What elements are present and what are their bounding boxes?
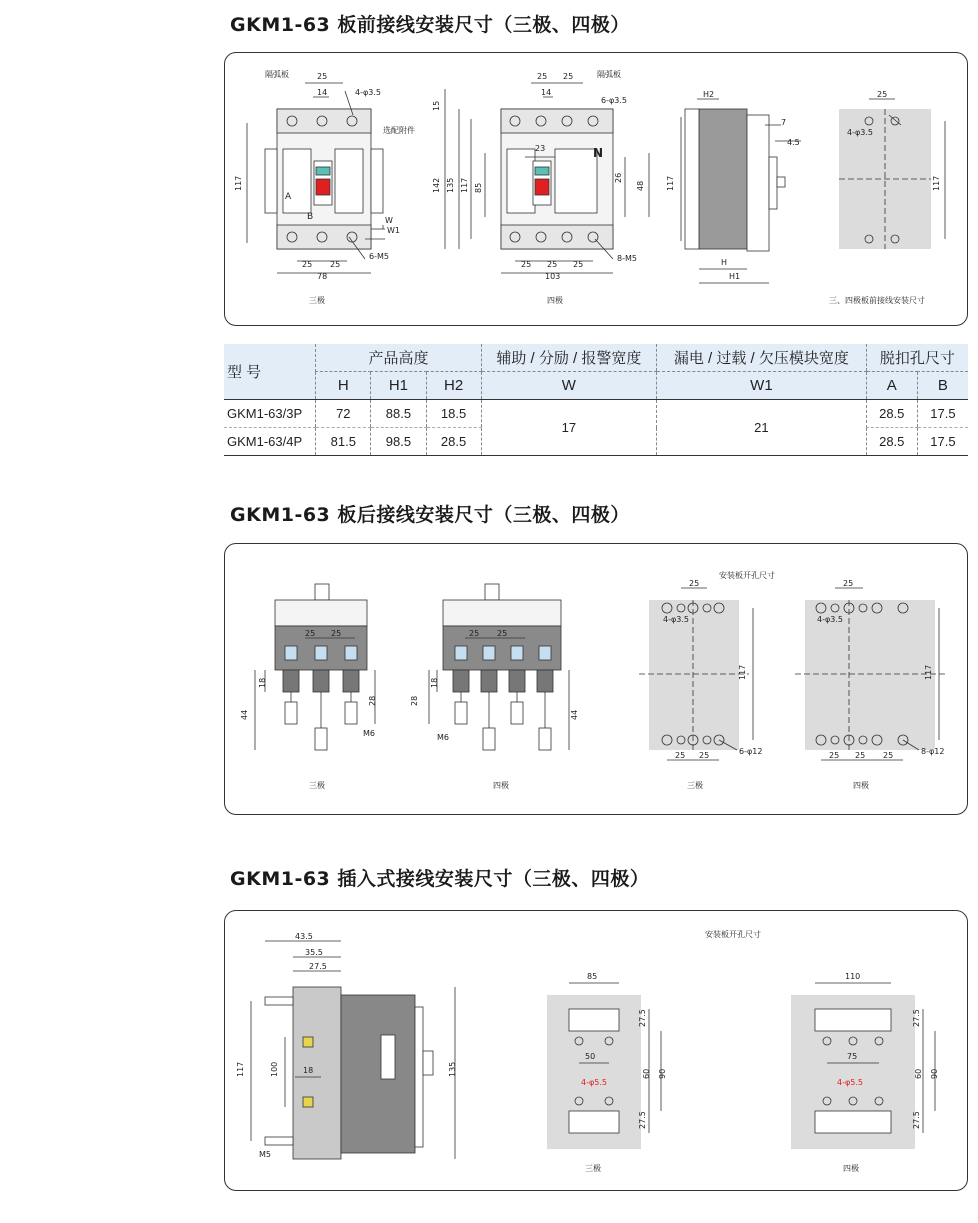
dim-pitch: 25 bbox=[855, 751, 866, 760]
dim-pitch: 25 bbox=[497, 629, 508, 638]
dim-18: 18 bbox=[303, 1066, 314, 1075]
dim-28: 28 bbox=[410, 695, 419, 706]
plugin-diagram bbox=[225, 911, 967, 1190]
dim-90: 90 bbox=[930, 1068, 939, 1079]
dim-48: 48 bbox=[636, 180, 645, 191]
dim-15: 15 bbox=[432, 100, 441, 111]
sub-H2: H2 bbox=[426, 372, 481, 400]
model-header: 型 号 bbox=[224, 344, 316, 400]
caption-4p: 四极 bbox=[547, 296, 563, 305]
section-title-front: GKM1-63 板前接线安装尺寸（三极、四极） bbox=[230, 14, 630, 36]
screws-3p: 6-M5 bbox=[369, 252, 389, 261]
sub-W: W bbox=[481, 372, 656, 400]
dim-pitch: 25 bbox=[573, 260, 584, 269]
screws-4p: 8-M5 bbox=[617, 254, 637, 263]
dim-pitch: 25 bbox=[330, 260, 341, 269]
holes-3p: 6-φ12 bbox=[739, 747, 763, 756]
dim-90: 90 bbox=[658, 1068, 667, 1079]
dim-117: 117 bbox=[932, 175, 941, 191]
dim-23: 23 bbox=[535, 144, 546, 153]
label-B: B bbox=[307, 212, 314, 222]
dim-pitch: 25 bbox=[331, 629, 342, 638]
holes-3p: 4-φ5.5 bbox=[581, 1078, 607, 1087]
aux-header: 辅助 / 分励 / 报警宽度 bbox=[481, 344, 656, 372]
dim-pitch: 25 bbox=[317, 72, 328, 81]
dim-28: 28 bbox=[368, 695, 377, 706]
table-row bbox=[224, 400, 968, 428]
a-cell: 28.5 bbox=[866, 400, 917, 428]
dim-27-5: 27.5 bbox=[638, 1111, 647, 1129]
width-3p: 78 bbox=[317, 272, 328, 281]
m5: M5 bbox=[259, 1150, 271, 1159]
dim-pitch: 25 bbox=[305, 629, 316, 638]
dim-142: 142 bbox=[432, 177, 441, 193]
holes-3p: 4-φ3.5 bbox=[355, 88, 381, 97]
sub-H: H bbox=[316, 372, 371, 400]
dim-117: 117 bbox=[924, 664, 933, 680]
dim-18: 18 bbox=[430, 677, 439, 688]
sub-H1: H1 bbox=[371, 372, 426, 400]
label-arc-plate-3p: 隔弧板 bbox=[265, 70, 289, 79]
sub-A: A bbox=[866, 372, 917, 400]
dim-27-5: 27.5 bbox=[309, 962, 327, 971]
label-N: N bbox=[593, 146, 604, 160]
width-85: 85 bbox=[587, 972, 598, 981]
label-W1: W1 bbox=[387, 226, 400, 235]
dim-pitch: 25 bbox=[521, 260, 532, 269]
model-cell: GKM1-63/4P bbox=[224, 428, 316, 456]
dim-35-5: 35.5 bbox=[305, 948, 323, 957]
section-title-plugin: GKM1-63 插入式接线安装尺寸（三极、四极） bbox=[230, 868, 650, 890]
dim-pitch: 25 bbox=[563, 72, 574, 81]
dim-60: 60 bbox=[914, 1068, 923, 1079]
h2-cell: 28.5 bbox=[426, 428, 481, 456]
caption-cutout: 三、四极板前接线安装尺寸 bbox=[829, 296, 925, 305]
holes-cutout: 4-φ3.5 bbox=[847, 128, 873, 137]
cutout-title: 安装板开孔尺寸 bbox=[705, 930, 761, 939]
dim-pitch: 25 bbox=[883, 751, 894, 760]
dim-pitch: 25 bbox=[843, 579, 854, 588]
front-diagram bbox=[225, 53, 967, 325]
spec-table bbox=[224, 344, 968, 456]
label-arc-plate-4p: 隔弧板 bbox=[597, 70, 621, 79]
dim-44: 44 bbox=[570, 709, 579, 720]
caption-rear-3p: 三极 bbox=[309, 781, 325, 790]
caption-cutout-4p: 四极 bbox=[853, 781, 869, 790]
a-cell: 28.5 bbox=[866, 428, 917, 456]
dim-pitch: 25 bbox=[547, 260, 558, 269]
caption-cutout-3p: 三极 bbox=[687, 781, 703, 790]
m6: M6 bbox=[363, 729, 375, 738]
dim-85: 85 bbox=[474, 182, 483, 193]
dim-26: 26 bbox=[614, 172, 623, 183]
dim-117: 117 bbox=[460, 177, 469, 193]
dim-27-5: 27.5 bbox=[912, 1009, 921, 1027]
label-W: W bbox=[385, 216, 393, 225]
sub-B: B bbox=[917, 372, 968, 400]
width-110: 110 bbox=[845, 972, 861, 981]
dim-pitch: 25 bbox=[877, 90, 888, 99]
dim-7: 7 bbox=[781, 118, 787, 127]
label-optional-accessory: 选配附件 bbox=[383, 126, 415, 135]
b-cell: 17.5 bbox=[917, 428, 968, 456]
trip-header: 脱扣孔尺寸 bbox=[866, 344, 968, 372]
dim-pitch: 25 bbox=[675, 751, 686, 760]
width-4p: 103 bbox=[545, 272, 561, 281]
h-cell: 81.5 bbox=[316, 428, 371, 456]
dim-pitch: 25 bbox=[469, 629, 480, 638]
dim-14: 14 bbox=[541, 88, 552, 97]
dim-60: 60 bbox=[642, 1068, 651, 1079]
h2-cell: 18.5 bbox=[426, 400, 481, 428]
rear-diagram-panel bbox=[224, 543, 968, 815]
w-cell: 17 bbox=[481, 400, 656, 456]
dim-pitch: 25 bbox=[699, 751, 710, 760]
rear-diagram bbox=[225, 544, 967, 814]
holes-small-4p: 4-φ3.5 bbox=[817, 615, 843, 624]
dim-4-5: 4.5 bbox=[787, 138, 800, 147]
label-H: H bbox=[721, 258, 728, 267]
dim-135: 135 bbox=[448, 1061, 457, 1077]
dim-117: 117 bbox=[738, 664, 747, 680]
label-H2: H2 bbox=[703, 90, 715, 99]
dim-27-5: 27.5 bbox=[912, 1111, 921, 1129]
m6: M6 bbox=[437, 733, 449, 742]
section-title-rear: GKM1-63 板后接线安装尺寸（三极、四极） bbox=[230, 504, 630, 526]
cutout-title: 安装板开孔尺寸 bbox=[719, 571, 775, 580]
dim-50: 50 bbox=[585, 1052, 596, 1061]
leak-header: 漏电 / 过载 / 欠压模块宽度 bbox=[657, 344, 867, 372]
caption-rear-4p: 四极 bbox=[493, 781, 509, 790]
dim-27-5: 27.5 bbox=[638, 1009, 647, 1027]
dim-43-5: 43.5 bbox=[295, 932, 313, 941]
dim-117: 117 bbox=[666, 175, 675, 191]
caption-3p: 三极 bbox=[585, 1164, 601, 1173]
dim-pitch: 25 bbox=[829, 751, 840, 760]
sub-W1: W1 bbox=[657, 372, 867, 400]
caption-3p: 三极 bbox=[309, 296, 325, 305]
h1-cell: 88.5 bbox=[371, 400, 426, 428]
dim-pitch: 25 bbox=[689, 579, 700, 588]
h-cell: 72 bbox=[316, 400, 371, 428]
holes-small-3p: 4-φ3.5 bbox=[663, 615, 689, 624]
dim-pitch: 25 bbox=[537, 72, 548, 81]
height-header: 产品高度 bbox=[316, 344, 481, 372]
dim-100: 100 bbox=[270, 1061, 279, 1077]
plugin-diagram-panel bbox=[224, 910, 968, 1191]
dim-18: 18 bbox=[258, 677, 267, 688]
dim-75: 75 bbox=[847, 1052, 858, 1061]
holes-4p: 8-φ12 bbox=[921, 747, 945, 756]
w1-cell: 21 bbox=[657, 400, 867, 456]
h1-cell: 98.5 bbox=[371, 428, 426, 456]
model-cell: GKM1-63/3P bbox=[224, 400, 316, 428]
dim-117: 117 bbox=[234, 175, 243, 191]
b-cell: 17.5 bbox=[917, 400, 968, 428]
holes-4p: 6-φ3.5 bbox=[601, 96, 627, 105]
dim-117: 117 bbox=[236, 1061, 245, 1077]
label-H1: H1 bbox=[729, 272, 741, 281]
dim-135: 135 bbox=[446, 177, 455, 193]
dim-14: 14 bbox=[317, 88, 328, 97]
holes-4p: 4-φ5.5 bbox=[837, 1078, 863, 1087]
front-diagram-panel bbox=[224, 52, 968, 326]
caption-4p: 四极 bbox=[843, 1164, 859, 1173]
label-A: A bbox=[285, 192, 292, 202]
dim-44: 44 bbox=[240, 709, 249, 720]
dim-pitch: 25 bbox=[302, 260, 313, 269]
